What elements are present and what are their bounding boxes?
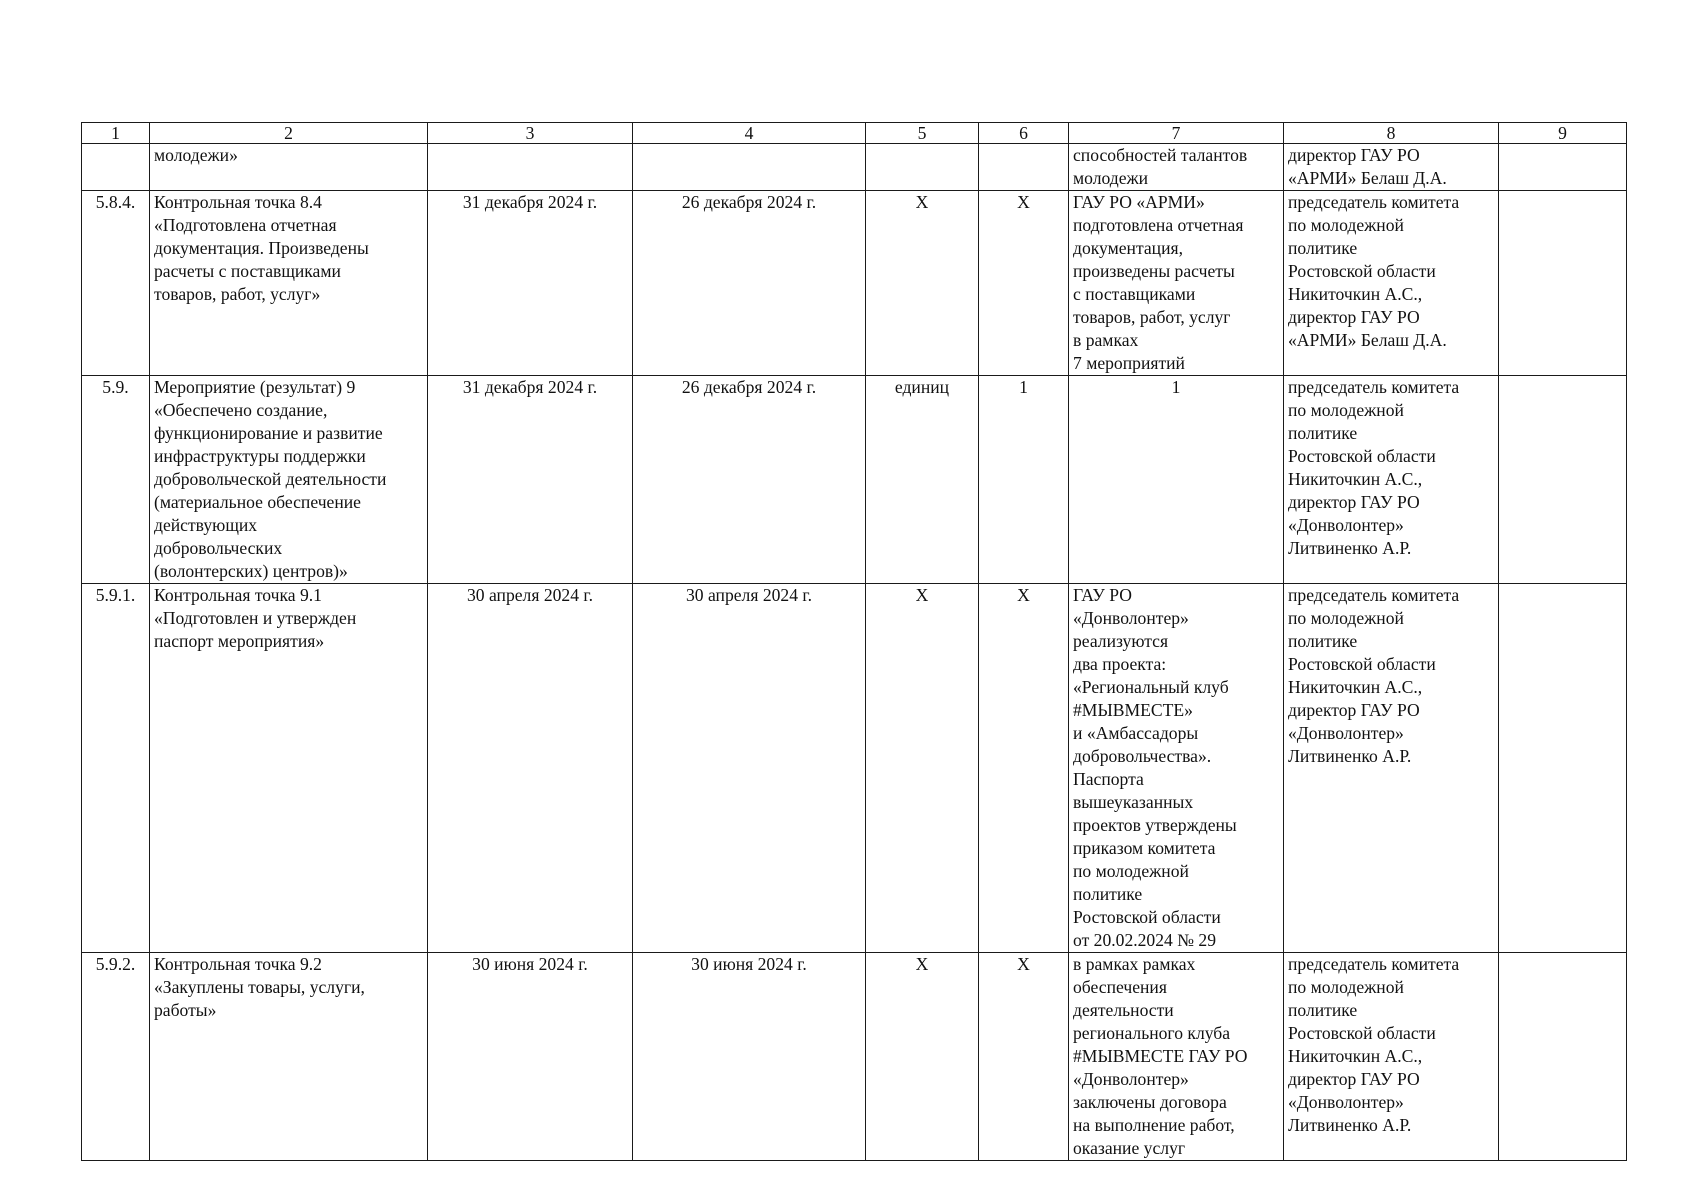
note-cell bbox=[1499, 584, 1627, 953]
column-number: 9 bbox=[1499, 123, 1627, 144]
responsible-cell: директор ГАУ РО «АРМИ» Белаш Д.А. bbox=[1284, 144, 1499, 191]
row-number-cell bbox=[82, 144, 150, 191]
row-number-cell: 5.9.1. bbox=[82, 584, 150, 953]
item-name-cell: Контрольная точка 9.2 «Закуплены товары, услуги, работы» bbox=[150, 953, 428, 1161]
column-number: 1 bbox=[82, 123, 150, 144]
plan-value-cell bbox=[979, 144, 1069, 191]
table-row bbox=[82, 191, 1627, 376]
plan-value-cell: Х bbox=[979, 953, 1069, 1161]
row-number-cell: 5.9. bbox=[82, 376, 150, 584]
column-number: 5 bbox=[866, 123, 979, 144]
column-number: 3 bbox=[428, 123, 633, 144]
responsible-cell: председатель комитета по молодежной политике Ростовской области Никиточкин А.С., директор ГАУ РО «АРМИ» Белаш Д.А. bbox=[1284, 191, 1499, 376]
item-name-cell: Контрольная точка 8.4 «Подготовлена отчетная документация. Произведены расчеты с поставщиками товаров, работ, услуг» bbox=[150, 191, 428, 376]
row-number-cell: 5.9.2. bbox=[82, 953, 150, 1161]
responsible-cell: председатель комитета по молодежной политике Ростовской области Никиточкин А.С., директор ГАУ РО «Донволонтер» Литвиненко А.Р. bbox=[1284, 584, 1499, 953]
item-name-cell: Мероприятие (результат) 9 «Обеспечено создание, функционирование и развитие инфраструктуры поддержки добровольческой деятельности (материальное обеспечение действующих добровольческих (волонтерских) центров)» bbox=[150, 376, 428, 584]
unit-cell: единиц bbox=[866, 376, 979, 584]
actual-date-cell bbox=[633, 144, 866, 191]
column-number: 4 bbox=[633, 123, 866, 144]
planned-date-cell: 30 апреля 2024 г. bbox=[428, 584, 633, 953]
note-cell bbox=[1499, 144, 1627, 191]
note-cell bbox=[1499, 953, 1627, 1161]
table-row bbox=[82, 953, 1627, 1161]
result-cell: способностей талантов молодежи bbox=[1069, 144, 1284, 191]
result-cell: 1 bbox=[1069, 376, 1284, 584]
unit-cell: Х bbox=[866, 191, 979, 376]
actual-date-cell: 30 июня 2024 г. bbox=[633, 953, 866, 1161]
report-table bbox=[81, 122, 1627, 1161]
planned-date-cell: 31 декабря 2024 г. bbox=[428, 191, 633, 376]
column-number-row bbox=[82, 123, 1627, 144]
column-number: 7 bbox=[1069, 123, 1284, 144]
result-cell: в рамках рамках обеспечения деятельности регионального клуба #МЫВМЕСТЕ ГАУ РО «Донволонтер» заключены договора на выполнение работ, оказание услуг bbox=[1069, 953, 1284, 1161]
row-number-cell: 5.8.4. bbox=[82, 191, 150, 376]
note-cell bbox=[1499, 191, 1627, 376]
actual-date-cell: 26 декабря 2024 г. bbox=[633, 376, 866, 584]
responsible-cell: председатель комитета по молодежной политике Ростовской области Никиточкин А.С., директор ГАУ РО «Донволонтер» Литвиненко А.Р. bbox=[1284, 376, 1499, 584]
table-row bbox=[82, 144, 1627, 191]
result-cell: ГАУ РО «АРМИ» подготовлена отчетная документация, произведены расчеты с поставщиками товаров, работ, услуг в рамках 7 мероприятий bbox=[1069, 191, 1284, 376]
unit-cell: Х bbox=[866, 584, 979, 953]
unit-cell bbox=[866, 144, 979, 191]
table-row bbox=[82, 584, 1627, 953]
plan-value-cell: 1 bbox=[979, 376, 1069, 584]
plan-value-cell: Х bbox=[979, 584, 1069, 953]
plan-value-cell: Х bbox=[979, 191, 1069, 376]
planned-date-cell bbox=[428, 144, 633, 191]
table-row bbox=[82, 376, 1627, 584]
item-name-cell: Контрольная точка 9.1 «Подготовлен и утвержден паспорт мероприятия» bbox=[150, 584, 428, 953]
note-cell bbox=[1499, 376, 1627, 584]
result-cell: ГАУ РО «Донволонтер» реализуются два проекта: «Региональный клуб #МЫВМЕСТЕ» и «Амбассадоры добровольчества». Паспорта вышеуказанных проектов утверждены приказом комитета по молодежной политике Ростовской области от 20.02.2024 № 29 bbox=[1069, 584, 1284, 953]
planned-date-cell: 31 декабря 2024 г. bbox=[428, 376, 633, 584]
column-number: 8 bbox=[1284, 123, 1499, 144]
actual-date-cell: 30 апреля 2024 г. bbox=[633, 584, 866, 953]
planned-date-cell: 30 июня 2024 г. bbox=[428, 953, 633, 1161]
unit-cell: Х bbox=[866, 953, 979, 1161]
actual-date-cell: 26 декабря 2024 г. bbox=[633, 191, 866, 376]
column-number: 2 bbox=[150, 123, 428, 144]
item-name-cell: молодежи» bbox=[150, 144, 428, 191]
column-number: 6 bbox=[979, 123, 1069, 144]
responsible-cell: председатель комитета по молодежной политике Ростовской области Никиточкин А.С., директор ГАУ РО «Донволонтер» Литвиненко А.Р. bbox=[1284, 953, 1499, 1161]
